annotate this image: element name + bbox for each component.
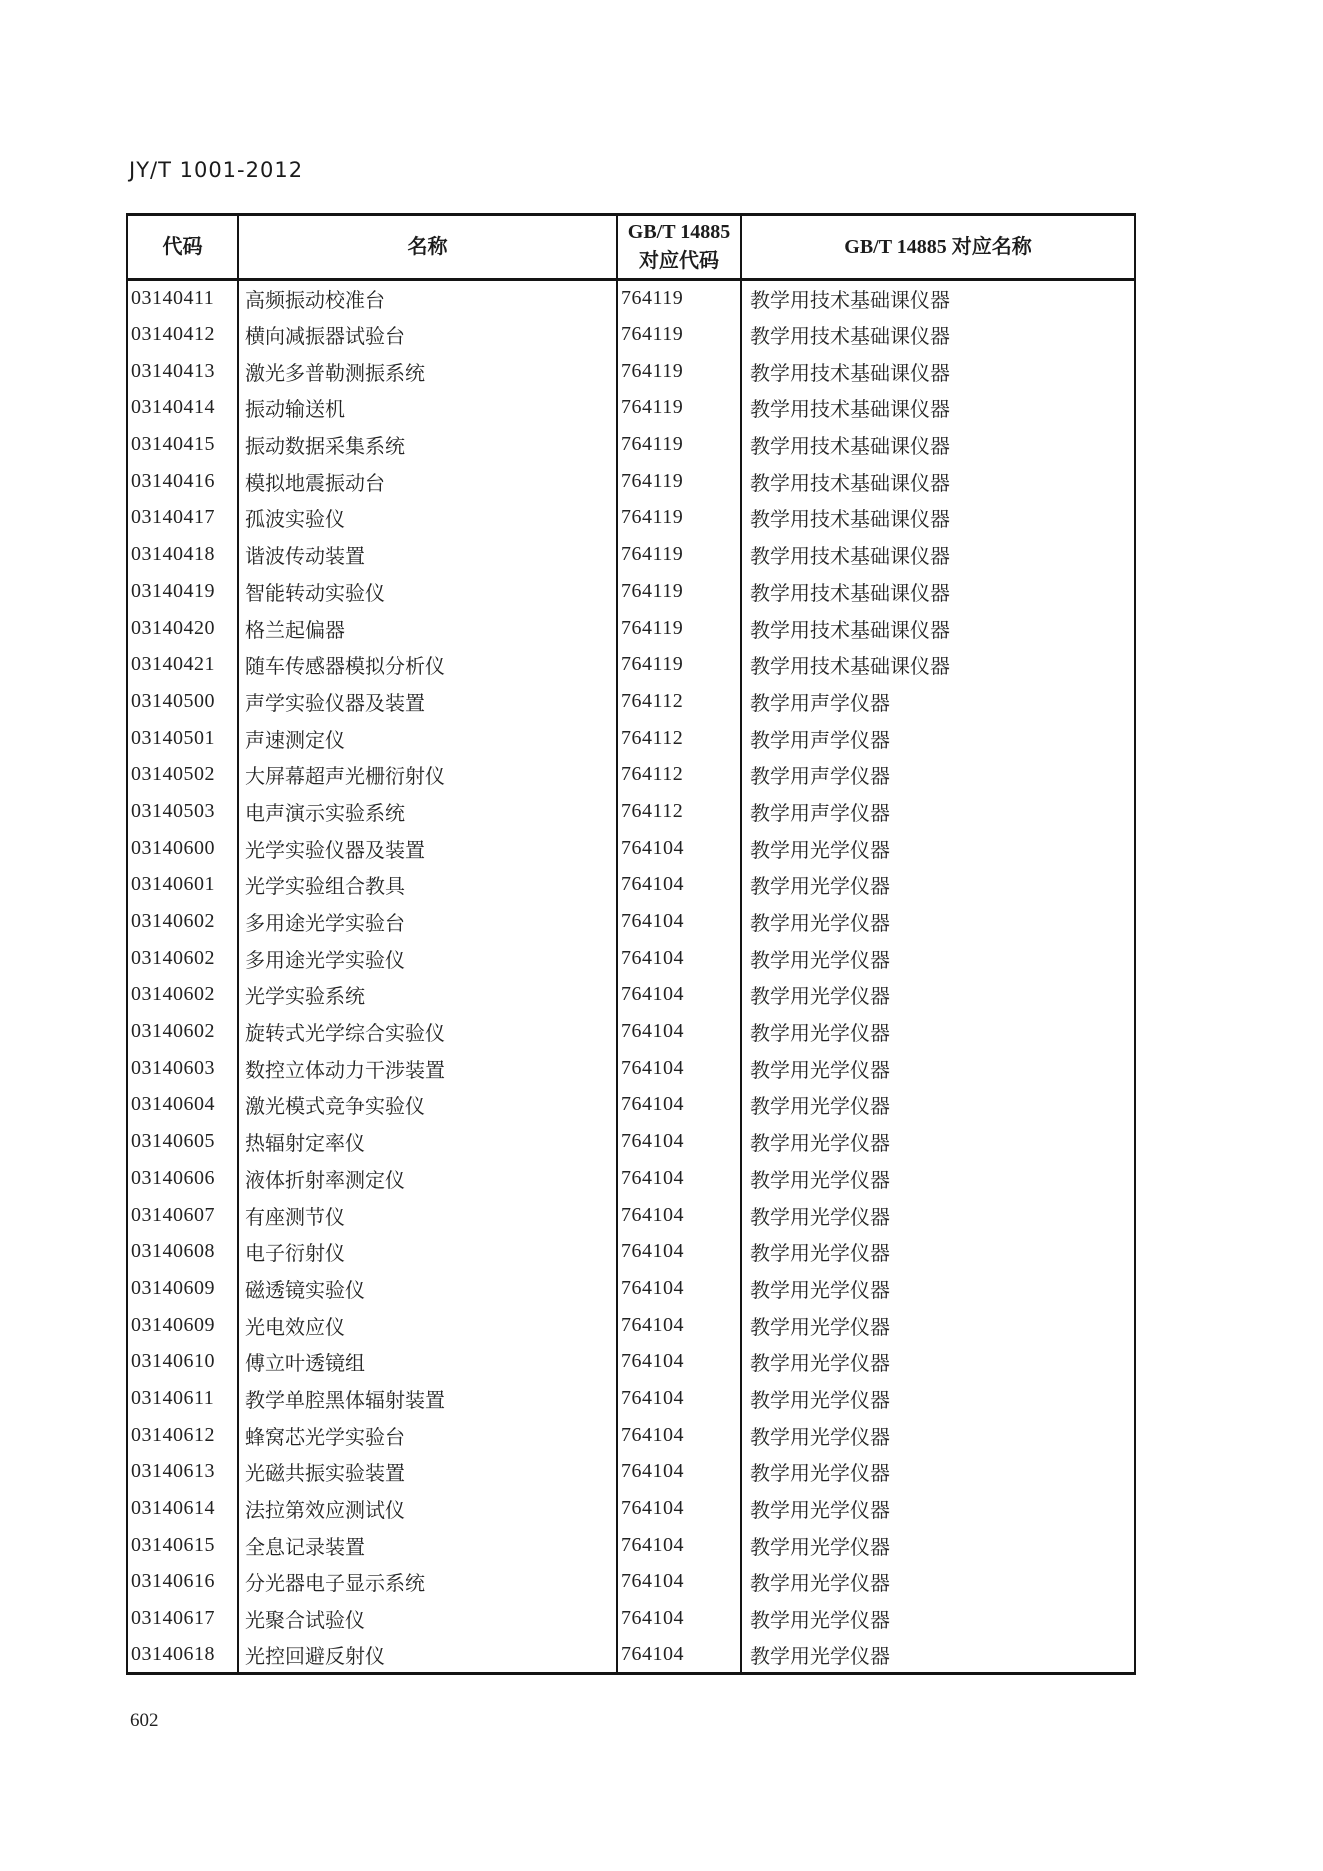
col-header-gbt-name <box>741 215 1135 280</box>
name-cell: 傅立叶透镜组 <box>238 1343 617 1380</box>
col-header-name-label: 名称 <box>407 235 448 258</box>
gbt-name-cell: 教学用光学仪器 <box>741 1637 1135 1674</box>
table-row <box>127 683 1135 720</box>
table-row <box>127 426 1135 463</box>
gbt-code-cell: 764104 <box>617 1270 741 1307</box>
code-cell: 03140413 <box>127 353 238 390</box>
name-cell: 液体折射率测定仪 <box>238 1160 617 1197</box>
gbt-code-cell: 764104 <box>617 1343 741 1380</box>
code-cell: 03140502 <box>127 756 238 793</box>
gbt-code-cell: 764104 <box>617 903 741 940</box>
name-cell: 有座测节仪 <box>238 1197 617 1234</box>
name-cell: 全息记录装置 <box>238 1527 617 1564</box>
name-cell: 旋转式光学综合实验仪 <box>238 1013 617 1050</box>
table-row <box>127 940 1135 977</box>
gbt-name-cell: 教学用光学仪器 <box>741 1490 1135 1527</box>
code-cell: 03140419 <box>127 573 238 610</box>
name-cell: 光学实验组合教具 <box>238 867 617 904</box>
table-row <box>127 1454 1135 1491</box>
code-cell: 03140600 <box>127 830 238 867</box>
name-cell: 热辐射定率仪 <box>238 1123 617 1160</box>
gbt-name-cell: 教学用光学仪器 <box>741 1233 1135 1270</box>
gbt-name-cell: 教学用声学仪器 <box>741 756 1135 793</box>
gbt-name-cell: 教学用技术基础课仪器 <box>741 353 1135 390</box>
code-cell: 03140414 <box>127 390 238 427</box>
table-row <box>127 316 1135 353</box>
table-row <box>127 977 1135 1014</box>
col-header-name <box>238 215 617 280</box>
gbt-code-cell: 764119 <box>617 316 741 353</box>
name-cell: 教学单腔黑体辐射装置 <box>238 1380 617 1417</box>
gbt-name-cell: 教学用技术基础课仪器 <box>741 426 1135 463</box>
table-row <box>127 1160 1135 1197</box>
gbt-code-cell: 764119 <box>617 536 741 573</box>
table-row <box>127 500 1135 537</box>
gbt-name-cell: 教学用光学仪器 <box>741 1454 1135 1491</box>
table-row <box>127 1417 1135 1454</box>
name-cell: 振动数据采集系统 <box>238 426 617 463</box>
gbt-code-cell: 764104 <box>617 1160 741 1197</box>
gbt-name-cell: 教学用光学仪器 <box>741 1380 1135 1417</box>
gbt-code-cell: 764104 <box>617 1490 741 1527</box>
table-row <box>127 1197 1135 1234</box>
table-row <box>127 1343 1135 1380</box>
gbt-code-cell: 764119 <box>617 280 741 317</box>
gbt-code-cell: 764104 <box>617 867 741 904</box>
table-row <box>127 1050 1135 1087</box>
standard-number-heading: JY/T 1001-2012 <box>129 158 304 182</box>
gbt-name-cell: 教学用光学仪器 <box>741 1343 1135 1380</box>
gbt-code-cell: 764104 <box>617 1417 741 1454</box>
code-cell: 03140503 <box>127 793 238 830</box>
gbt-code-cell: 764104 <box>617 1233 741 1270</box>
code-cell: 03140604 <box>127 1087 238 1124</box>
table-row <box>127 1600 1135 1637</box>
name-cell: 激光模式竞争实验仪 <box>238 1087 617 1124</box>
name-cell: 蜂窝芯光学实验台 <box>238 1417 617 1454</box>
gbt-name-cell: 教学用光学仪器 <box>741 867 1135 904</box>
name-cell: 横向减振器试验台 <box>238 316 617 353</box>
table-body <box>127 280 1135 1674</box>
gbt-code-cell: 764104 <box>617 1600 741 1637</box>
table-row <box>127 756 1135 793</box>
gbt-code-cell: 764104 <box>617 1197 741 1234</box>
code-cell: 03140411 <box>127 280 238 317</box>
gbt-name-cell: 教学用光学仪器 <box>741 1564 1135 1601</box>
gbt-code-cell: 764119 <box>617 646 741 683</box>
gbt-code-cell: 764112 <box>617 793 741 830</box>
gbt-name-cell: 教学用技术基础课仪器 <box>741 280 1135 317</box>
code-cell: 03140500 <box>127 683 238 720</box>
name-cell: 光电效应仪 <box>238 1307 617 1344</box>
gbt-code-cell: 764104 <box>617 940 741 977</box>
gbt-name-cell: 教学用技术基础课仪器 <box>741 573 1135 610</box>
code-cell: 03140418 <box>127 536 238 573</box>
code-cell: 03140613 <box>127 1454 238 1491</box>
table-row <box>127 793 1135 830</box>
name-cell: 随车传感器模拟分析仪 <box>238 646 617 683</box>
gbt-name-cell: 教学用光学仪器 <box>741 830 1135 867</box>
code-cell: 03140602 <box>127 1013 238 1050</box>
gbt-name-cell: 教学用技术基础课仪器 <box>741 463 1135 500</box>
col-header-gbt-name-label: GB/T 14885 对应名称 <box>844 235 1032 258</box>
code-cell: 03140614 <box>127 1490 238 1527</box>
gbt-name-cell: 教学用技术基础课仪器 <box>741 646 1135 683</box>
table-row <box>127 1123 1135 1160</box>
gbt-code-cell: 764104 <box>617 1307 741 1344</box>
name-cell: 多用途光学实验仪 <box>238 940 617 977</box>
gbt-name-cell: 教学用声学仪器 <box>741 720 1135 757</box>
gbt-name-cell: 教学用光学仪器 <box>741 1160 1135 1197</box>
gbt-name-cell: 教学用光学仪器 <box>741 1527 1135 1564</box>
col-header-gbt-code-line2: 对应代码 <box>639 250 719 272</box>
code-cell: 03140412 <box>127 316 238 353</box>
gbt-name-cell: 教学用技术基础课仪器 <box>741 536 1135 573</box>
name-cell: 电子衍射仪 <box>238 1233 617 1270</box>
table-row <box>127 353 1135 390</box>
table-row <box>127 1087 1135 1124</box>
gbt-code-cell: 764104 <box>617 1564 741 1601</box>
name-cell: 激光多普勒测振系统 <box>238 353 617 390</box>
gbt-name-cell: 教学用光学仪器 <box>741 977 1135 1014</box>
gbt-code-cell: 764119 <box>617 500 741 537</box>
table-row <box>127 573 1135 610</box>
name-cell: 磁透镜实验仪 <box>238 1270 617 1307</box>
gbt-name-cell: 教学用光学仪器 <box>741 1013 1135 1050</box>
name-cell: 智能转动实验仪 <box>238 573 617 610</box>
gbt-name-cell: 教学用技术基础课仪器 <box>741 610 1135 647</box>
table-row <box>127 536 1135 573</box>
code-cell: 03140416 <box>127 463 238 500</box>
code-cell: 03140617 <box>127 1600 238 1637</box>
gbt-name-cell: 教学用声学仪器 <box>741 793 1135 830</box>
gbt-code-cell: 764104 <box>617 1013 741 1050</box>
gbt-code-cell: 764112 <box>617 720 741 757</box>
gbt-code-cell: 764104 <box>617 1087 741 1124</box>
col-header-code-label: 代码 <box>162 235 203 258</box>
gbt-code-cell: 764119 <box>617 610 741 647</box>
gbt-name-cell: 教学用光学仪器 <box>741 1270 1135 1307</box>
gbt-code-cell: 764104 <box>617 1380 741 1417</box>
code-cell: 03140601 <box>127 867 238 904</box>
code-cell: 03140615 <box>127 1527 238 1564</box>
code-cell: 03140608 <box>127 1233 238 1270</box>
table-row <box>127 1233 1135 1270</box>
table-row <box>127 390 1135 427</box>
name-cell: 谐波传动装置 <box>238 536 617 573</box>
code-cell: 03140415 <box>127 426 238 463</box>
table-row <box>127 830 1135 867</box>
gbt-name-cell: 教学用光学仪器 <box>741 1307 1135 1344</box>
gbt-code-cell: 764104 <box>617 977 741 1014</box>
gbt-code-cell: 764104 <box>617 1050 741 1087</box>
code-cell: 03140602 <box>127 977 238 1014</box>
code-cell: 03140611 <box>127 1380 238 1417</box>
table-row <box>127 1527 1135 1564</box>
gbt-name-cell: 教学用声学仪器 <box>741 683 1135 720</box>
table-row <box>127 903 1135 940</box>
name-cell: 数控立体动力干涉装置 <box>238 1050 617 1087</box>
table-row <box>127 646 1135 683</box>
table-header-row <box>127 215 1135 280</box>
table-row <box>127 280 1135 317</box>
table-row <box>127 610 1135 647</box>
equipment-code-table <box>126 213 1136 1675</box>
col-header-gbt-code-line1: GB/T 14885 <box>627 221 731 243</box>
gbt-code-cell: 764104 <box>617 830 741 867</box>
gbt-code-cell: 764119 <box>617 573 741 610</box>
table-row <box>127 720 1135 757</box>
code-cell: 03140618 <box>127 1637 238 1674</box>
code-cell: 03140609 <box>127 1307 238 1344</box>
gbt-code-cell: 764119 <box>617 463 741 500</box>
gbt-name-cell: 教学用光学仪器 <box>741 1417 1135 1454</box>
gbt-name-cell: 教学用光学仪器 <box>741 1087 1135 1124</box>
table-row <box>127 1564 1135 1601</box>
gbt-name-cell: 教学用光学仪器 <box>741 903 1135 940</box>
table-row <box>127 1637 1135 1674</box>
gbt-code-cell: 764104 <box>617 1123 741 1160</box>
code-cell: 03140607 <box>127 1197 238 1234</box>
gbt-code-cell: 764104 <box>617 1527 741 1564</box>
gbt-name-cell: 教学用光学仪器 <box>741 1123 1135 1160</box>
col-header-gbt-code <box>617 215 741 280</box>
code-cell: 03140609 <box>127 1270 238 1307</box>
name-cell: 光学实验系统 <box>238 977 617 1014</box>
code-cell: 03140602 <box>127 903 238 940</box>
table-row <box>127 1490 1135 1527</box>
name-cell: 电声演示实验系统 <box>238 793 617 830</box>
gbt-name-cell: 教学用技术基础课仪器 <box>741 500 1135 537</box>
gbt-code-cell: 764119 <box>617 390 741 427</box>
gbt-name-cell: 教学用技术基础课仪器 <box>741 390 1135 427</box>
code-cell: 03140501 <box>127 720 238 757</box>
name-cell: 格兰起偏器 <box>238 610 617 647</box>
gbt-code-cell: 764119 <box>617 426 741 463</box>
code-cell: 03140417 <box>127 500 238 537</box>
code-cell: 03140606 <box>127 1160 238 1197</box>
table-row <box>127 1380 1135 1417</box>
name-cell: 高频振动校准台 <box>238 280 617 317</box>
name-cell: 多用途光学实验台 <box>238 903 617 940</box>
table-row <box>127 1270 1135 1307</box>
table-row <box>127 1307 1135 1344</box>
name-cell: 分光器电子显示系统 <box>238 1564 617 1601</box>
table-row <box>127 463 1135 500</box>
code-cell: 03140605 <box>127 1123 238 1160</box>
table-row <box>127 1013 1135 1050</box>
name-cell: 光控回避反射仪 <box>238 1637 617 1674</box>
code-cell: 03140602 <box>127 940 238 977</box>
gbt-code-cell: 764104 <box>617 1637 741 1674</box>
table-header <box>127 215 1135 280</box>
name-cell: 大屏幕超声光栅衍射仪 <box>238 756 617 793</box>
name-cell: 孤波实验仪 <box>238 500 617 537</box>
col-header-code <box>127 215 238 280</box>
gbt-code-cell: 764112 <box>617 756 741 793</box>
code-cell: 03140610 <box>127 1343 238 1380</box>
name-cell: 模拟地震振动台 <box>238 463 617 500</box>
table-row <box>127 867 1135 904</box>
name-cell: 法拉第效应测试仪 <box>238 1490 617 1527</box>
name-cell: 光学实验仪器及装置 <box>238 830 617 867</box>
name-cell: 振动输送机 <box>238 390 617 427</box>
gbt-name-cell: 教学用光学仪器 <box>741 940 1135 977</box>
code-cell: 03140616 <box>127 1564 238 1601</box>
code-cell: 03140603 <box>127 1050 238 1087</box>
name-cell: 光聚合试验仪 <box>238 1600 617 1637</box>
gbt-name-cell: 教学用光学仪器 <box>741 1050 1135 1087</box>
name-cell: 声学实验仪器及装置 <box>238 683 617 720</box>
code-cell: 03140421 <box>127 646 238 683</box>
gbt-code-cell: 764112 <box>617 683 741 720</box>
gbt-code-cell: 764119 <box>617 353 741 390</box>
name-cell: 光磁共振实验装置 <box>238 1454 617 1491</box>
page-number: 602 <box>130 1710 159 1731</box>
gbt-name-cell: 教学用技术基础课仪器 <box>741 316 1135 353</box>
gbt-name-cell: 教学用光学仪器 <box>741 1197 1135 1234</box>
gbt-code-cell: 764104 <box>617 1454 741 1491</box>
gbt-name-cell: 教学用光学仪器 <box>741 1600 1135 1637</box>
code-cell: 03140612 <box>127 1417 238 1454</box>
name-cell: 声速测定仪 <box>238 720 617 757</box>
code-cell: 03140420 <box>127 610 238 647</box>
